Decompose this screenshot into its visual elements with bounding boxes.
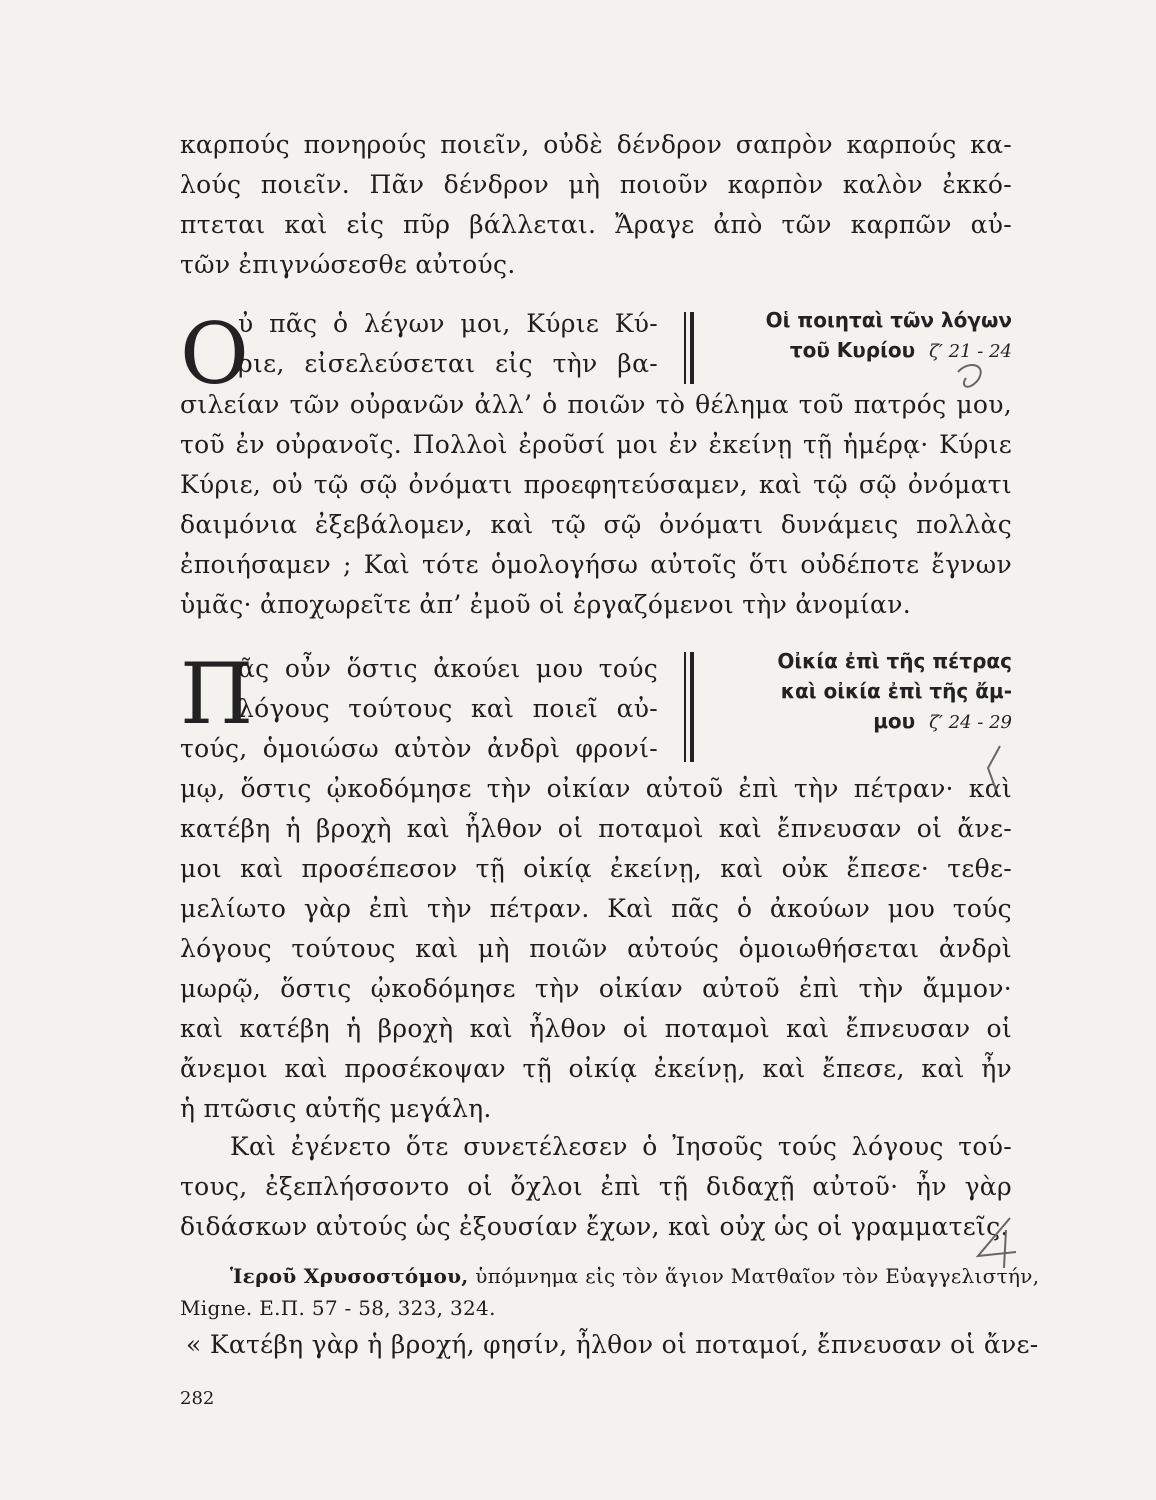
side-note-title: καὶ οἰκία ἐπὶ τῆς ἄμ- xyxy=(780,679,1012,703)
text-line: δαιμόνια ἐξεβάλομεν, καὶ τῷ σῷ ὀνόματι δυνάμεις πολλὰς xyxy=(180,510,1012,539)
text-line: λούς ποιεῖν. Πᾶν δένδρον μὴ ποιοῦν καρπὸν καλὸν ἐκκό- xyxy=(180,170,1012,199)
text-line: ἐποιήσαμεν ; Καὶ τότε ὁμολογήσω αὐτοῖς ὅτι οὐδέποτε ἔγνων xyxy=(180,550,1012,579)
page-number: 282 xyxy=(180,1388,215,1409)
text-line: λόγους τούτους καὶ ποιεῖ αὐ- xyxy=(238,694,658,723)
side-note-heading xyxy=(700,646,1012,738)
text-line: ἡ πτῶσις αὐτῆς μεγάλη. xyxy=(180,1094,492,1123)
quote-line: « Κατέβη γὰρ ἡ βροχή, φησίν, ἦλθον οἱ ποταμοί, ἔπνευσαν οἱ ἄνε- xyxy=(186,1330,1039,1359)
text-line: μελίωτο γὰρ ἐπὶ τὴν πέτραν. Καὶ πᾶς ὁ ἀκούων μου τούς xyxy=(180,894,1012,923)
side-note-title: Οἱ ποιηταὶ τῶν λόγων xyxy=(765,308,1012,332)
side-note-ref: ζ′ 24 - 29 xyxy=(929,712,1012,733)
source-citation xyxy=(230,1260,1040,1292)
text-line: λόγους τούτους καὶ μὴ ποιῶν αὐτούς ὁμοιωθήσεται ἀνδρὶ xyxy=(180,934,1012,963)
text-line: τῶν ἐπιγνώσεσθε αὐτούς. xyxy=(180,250,516,279)
margin-rule xyxy=(690,652,694,762)
text-line: καρπούς πονηρούς ποιεῖν, οὐδὲ δένδρον σαπρὸν καρπούς κα- xyxy=(180,130,1012,159)
text-line: πτεται καὶ εἰς πῦρ βάλλεται. Ἄραγε ἀπὸ τῶν καρπῶν αὐ- xyxy=(180,210,1012,239)
text-line: ριε, εἰσελεύσεται εἰς τὴν βα- xyxy=(238,349,658,378)
text-line: ὑμᾶς· ἀποχωρεῖτε ἀπ’ ἐμοῦ οἱ ἐργαζόμενοι τὴν ἀνομίαν. xyxy=(180,590,911,619)
margin-rule xyxy=(690,312,694,384)
source-work: ὑπόμνημα εἰς τὸν ἅγιον Ματθαῖον τὸν Εὐαγγελιστήν, xyxy=(475,1264,1040,1288)
text-line: Κύριε, οὐ τῷ σῷ ὀνόματι προεφητεύσαμεν, καὶ τῷ σῷ ὀνόματι xyxy=(180,470,1012,499)
text-line: μῳ, ὅστις ᾠκοδόμησε τὴν οἰκίαν αὐτοῦ ἐπὶ τὴν πέτραν· καὶ xyxy=(180,774,1012,803)
text-line: σιλείαν τῶν οὐρανῶν ἀλλ’ ὁ ποιῶν τὸ θέλημα τοῦ πατρός μου, xyxy=(180,390,1012,419)
pencil-mark-icon xyxy=(960,1208,1030,1278)
side-note-ref: ζ′ 21 - 24 xyxy=(929,341,1012,362)
side-note-title-line xyxy=(700,706,1012,738)
text-line: κατέβη ἡ βροχὴ καὶ ἦλθον οἱ ποταμοὶ καὶ ἔπνευσαν οἱ ἄνε- xyxy=(180,814,1012,843)
text-line: διδάσκων αὐτούς ὡς ἐξουσίαν ἔχων, καὶ οὐχ ὡς οἱ γραμματεῖς. xyxy=(180,1212,1009,1241)
text-line: καὶ κατέβη ἡ βροχὴ καὶ ἦλθον οἱ ποταμοὶ καὶ ἔπνευσαν οἱ xyxy=(180,1014,1012,1043)
source-author: Ἱεροῦ Χρυσοστόμου, xyxy=(230,1264,469,1288)
source-reference: Migne. Ε.Π. 57 - 58, 323, 324. xyxy=(180,1296,496,1320)
drop-capital: Π xyxy=(180,645,254,743)
margin-rule xyxy=(684,652,686,762)
side-note-title: τοῦ Κυρίου xyxy=(789,338,916,362)
pencil-mark-icon xyxy=(960,738,1020,798)
drop-capital: Ο xyxy=(180,305,249,403)
side-note-title: μου xyxy=(873,709,916,733)
text-line: τοῦ ἐν οὐρανοῖς. Πολλοὶ ἐροῦσί μοι ἐν ἐκείνῃ τῇ ἡμέρᾳ· Κύριε xyxy=(180,430,1012,459)
text-line: τούς, ὁμοιώσω αὐτὸν ἀνδρὶ φρονί- xyxy=(180,734,658,763)
text-line: τους, ἐξεπλήσσοντο οἱ ὄχλοι ἐπὶ τῇ διδαχῇ αὐτοῦ· ἦν γὰρ xyxy=(180,1172,1012,1201)
side-note-title: Οἰκία ἐπὶ τῆς πέτρας xyxy=(777,649,1012,673)
margin-rule xyxy=(684,312,686,384)
text-line: μωρῷ, ὅστις ᾠκοδόμησε τὴν οἰκίαν αὐτοῦ ἐπὶ τὴν ἄμμον· xyxy=(180,974,1012,1003)
text-line: Καὶ ἐγένετο ὅτε συνετέλεσεν ὁ Ἰησοῦς τούς λόγους τού- xyxy=(230,1132,1012,1161)
text-line: μοι καὶ προσέπεσον τῇ οἰκίᾳ ἐκείνῃ, καὶ οὐκ ἔπεσε· τεθε- xyxy=(180,854,1012,883)
text-line: ὐ πᾶς ὁ λέγων μοι, Κύριε Κύ- xyxy=(238,309,658,338)
text-line: ἄνεμοι καὶ προσέκοψαν τῇ οἰκίᾳ ἐκείνῃ, καὶ ἔπεσε, καὶ ἦν xyxy=(180,1054,1012,1083)
pencil-mark-icon xyxy=(948,356,998,396)
text-line: ᾶς οὖν ὅστις ἀκούει μου τούς xyxy=(238,654,658,683)
